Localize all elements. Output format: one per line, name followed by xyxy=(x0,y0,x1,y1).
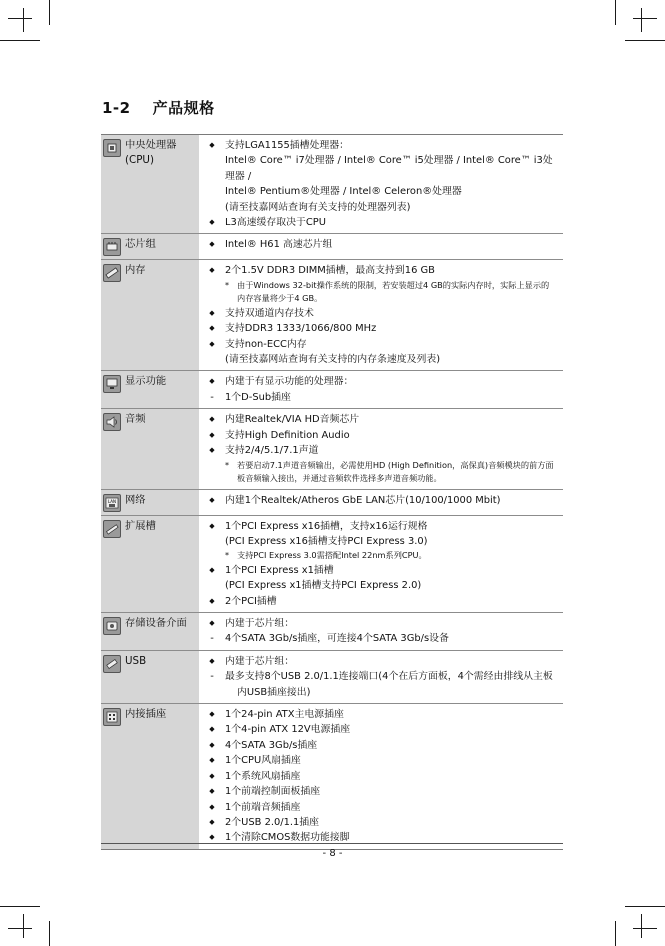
dash-marker: - xyxy=(210,671,214,683)
spec-line xyxy=(199,337,563,352)
spec-text: 1个CPU风扇插座 xyxy=(225,755,301,767)
bullet-icon: ◆ xyxy=(209,377,215,386)
spec-category xyxy=(101,260,199,370)
spec-line xyxy=(199,534,563,549)
spec-line xyxy=(199,722,563,737)
spec-line xyxy=(199,738,563,753)
spec-content xyxy=(199,135,563,233)
spec-line xyxy=(199,631,563,646)
bullet-icon: ◆ xyxy=(209,339,215,348)
spec-category-label: USB xyxy=(125,654,147,667)
memory-icon xyxy=(103,264,121,282)
page-number: - 8 - xyxy=(322,848,343,859)
section-number: 1-2 xyxy=(102,99,131,117)
spec-line xyxy=(199,753,563,768)
spec-text: Intel® Core™ i7处理器 / Intel® Core™ i5处理器 / Intel® Core™ i3处理器 / xyxy=(225,155,553,182)
dash-marker: - xyxy=(210,391,214,403)
lan-icon xyxy=(103,494,121,512)
bullet-icon: ◆ xyxy=(209,725,215,734)
indent-spacer xyxy=(199,578,225,593)
bullet-icon: ◆ xyxy=(209,141,215,149)
spec-line xyxy=(199,707,563,722)
spec-category xyxy=(101,371,199,408)
bullet-icon: ◆ xyxy=(209,787,215,796)
crop-mark xyxy=(641,914,642,938)
spec-note xyxy=(199,279,563,306)
spec-row-lan xyxy=(101,489,563,515)
spec-row-cpu xyxy=(101,135,563,233)
crop-mark xyxy=(615,0,616,25)
crop-mark xyxy=(0,40,40,41)
spec-text: 内建于芯片组： xyxy=(225,618,295,630)
spec-text: 1个清除CMOS数据功能接脚 xyxy=(225,832,350,844)
spec-text: Intel® Pentium®处理器 / Intel® Celeron®处理器 xyxy=(225,186,462,198)
indent-spacer xyxy=(199,352,225,367)
spec-content xyxy=(199,490,563,515)
usb-icon xyxy=(103,655,121,673)
storage-icon xyxy=(103,617,121,635)
spec-text: 1个4-pin ATX 12V电源插座 xyxy=(225,724,351,736)
spec-text: 1个PCI Express x1插槽 xyxy=(225,564,334,576)
spec-category xyxy=(101,704,199,849)
spec-text: 支持High Definition Audio xyxy=(225,429,350,441)
spec-line xyxy=(199,215,563,230)
spec-text: 2个1.5V DDR3 DIMM插槽，最高支持到16 GB xyxy=(225,265,435,277)
connector-icon xyxy=(103,708,121,726)
spec-text: 1个前端音频插座 xyxy=(225,801,301,813)
spec-line xyxy=(199,184,563,199)
indent-spacer xyxy=(199,200,225,215)
bullet-icon: ◆ xyxy=(209,771,215,780)
spec-line xyxy=(199,263,563,278)
spec-row-usb xyxy=(101,650,563,703)
bullet-icon: ◆ xyxy=(209,415,215,424)
spec-line xyxy=(199,594,563,609)
spec-text: 支持PCI Express 3.0需搭配Intel 22nm系列CPU。 xyxy=(237,550,427,561)
spec-line xyxy=(199,769,563,784)
spec-line xyxy=(199,784,563,799)
indent-spacer xyxy=(199,153,225,184)
spec-line xyxy=(199,352,563,367)
spec-text: 1个前端控制面板插座 xyxy=(225,786,321,798)
bullet-icon: ◆ xyxy=(209,324,215,333)
spec-category-label: 中央处理器 xyxy=(125,139,177,151)
spec-line xyxy=(199,428,563,443)
spec-line xyxy=(199,669,563,700)
bullet-icon: ◆ xyxy=(209,430,215,439)
asterisk-marker: * xyxy=(225,280,229,290)
bullet-icon: ◆ xyxy=(209,308,215,317)
spec-category-label: 显示功能 xyxy=(125,375,167,388)
spec-line xyxy=(199,153,563,184)
spec-text: 支持双通道内存技术 xyxy=(225,307,314,319)
crop-mark xyxy=(633,928,657,929)
spec-line xyxy=(199,306,563,321)
spec-category-label: 存储设备介面 xyxy=(125,617,187,630)
asterisk-marker: * xyxy=(225,551,229,561)
bullet-icon: ◆ xyxy=(209,619,215,628)
spec-text: 支持non-ECC内存 xyxy=(225,338,307,350)
spec-text: 1个24-pin ATX主电源插座 xyxy=(225,709,344,721)
spec-category xyxy=(101,613,199,650)
spec-text: 2个USB 2.0/1.1插座 xyxy=(225,816,320,828)
spec-line xyxy=(199,374,563,389)
spec-line xyxy=(199,237,563,252)
spec-text: 支持LGA1155插槽处理器： xyxy=(225,140,350,151)
spec-line xyxy=(199,412,563,427)
spec-text: 4个SATA 3Gb/s插座 xyxy=(225,739,318,751)
spec-category xyxy=(101,234,199,259)
bullet-icon: ◆ xyxy=(209,596,215,605)
spec-text: Intel® H61 高速芯片组 xyxy=(225,239,333,251)
spec-content xyxy=(199,516,563,613)
crop-mark xyxy=(641,8,642,32)
spec-line xyxy=(199,616,563,631)
spec-content xyxy=(199,409,563,488)
bullet-icon: ◆ xyxy=(209,240,215,249)
spec-content xyxy=(199,234,563,259)
dash-marker: - xyxy=(210,633,214,645)
bullet-icon: ◆ xyxy=(209,756,215,765)
spec-line xyxy=(199,815,563,830)
spec-category-label: 音频 xyxy=(125,413,146,426)
bullet-icon: ◆ xyxy=(209,817,215,826)
crop-mark xyxy=(0,906,40,907)
bullet-icon: ◆ xyxy=(209,802,215,811)
bullet-icon: ◆ xyxy=(209,710,215,719)
spec-text: 若要启动7.1声道音频输出，必需使用HD (High Definition，高保真)音频模块的前方面板音频输入接出，并通过音频软件选择多声道音频功能。 xyxy=(237,459,554,483)
spec-text: 内建于芯片组： xyxy=(225,655,295,667)
spec-line xyxy=(199,493,563,508)
spec-line xyxy=(199,578,563,593)
spec-text: 由于Windows 32-bit操作系统的限制，若安装超过4 GB的实际内存时，实际上显示的内存容量将少于4 GB。 xyxy=(237,279,550,304)
display-icon xyxy=(103,375,121,393)
spec-line xyxy=(199,321,563,336)
spec-category xyxy=(101,135,199,233)
spec-text: L3高速缓存取决于CPU xyxy=(225,217,326,229)
spec-line xyxy=(199,654,563,669)
spec-category-label: 内存 xyxy=(125,264,146,277)
spec-text: 1个系统风扇插座 xyxy=(225,770,301,782)
spec-text: 内建于有显示功能的处理器： xyxy=(225,376,354,388)
spec-category-label: (CPU) xyxy=(125,154,154,166)
spec-row-internal-connectors xyxy=(101,703,563,849)
spec-category xyxy=(101,516,199,613)
spec-text: (PCI Express x16插槽支持PCI Express 3.0) xyxy=(225,535,428,547)
spec-text: 支持DDR3 1333/1066/800 MHz xyxy=(225,323,377,335)
spec-row-audio xyxy=(101,408,563,488)
spec-category xyxy=(101,490,199,515)
spec-row-expansion xyxy=(101,515,563,613)
spec-text: (请至技嘉网站查询有关支持的处理器列表) xyxy=(225,201,411,213)
spec-text: 最多支持8个USB 2.0/1.1连接端口(4个在后方面板，4个需经由排线从主板内USB插座接出) xyxy=(225,671,553,698)
spec-content xyxy=(199,371,563,408)
spec-content xyxy=(199,613,563,650)
crop-mark xyxy=(49,0,50,25)
bullet-icon: ◆ xyxy=(209,446,215,455)
crop-mark xyxy=(8,928,32,929)
spec-line xyxy=(199,200,563,215)
bullet-icon: ◆ xyxy=(209,833,215,842)
spec-category-label: 内接插座 xyxy=(125,708,167,721)
bullet-icon: ◆ xyxy=(209,266,215,275)
spec-text: 1个PCI Express x16插槽，支持x16运行规格 xyxy=(225,520,428,532)
svg-text:LAN: LAN xyxy=(107,498,117,504)
spec-row-storage xyxy=(101,612,563,650)
spec-text: 支持2/4/5.1/7.1声道 xyxy=(225,445,319,457)
crop-mark xyxy=(615,921,616,946)
crop-mark xyxy=(625,906,665,907)
spec-category-label: 网络 xyxy=(125,493,146,506)
spec-line xyxy=(199,563,563,578)
spec-table xyxy=(101,134,563,850)
section-heading xyxy=(102,97,215,118)
spec-line xyxy=(199,519,563,534)
spec-content xyxy=(199,260,563,370)
spec-text: (请至技嘉网站查询有关支持的内存条速度及列表) xyxy=(225,354,441,366)
speaker-icon xyxy=(103,413,121,431)
spec-text: 1个D-Sub插座 xyxy=(225,391,291,403)
spec-content xyxy=(199,651,563,703)
spec-text: 4个SATA 3Gb/s插座，可连接4个SATA 3Gb/s设备 xyxy=(225,633,449,645)
spec-text: 内建1个Realtek/Atheros GbE LAN芯片(10/100/1000 Mbit) xyxy=(225,494,501,506)
bullet-icon: ◆ xyxy=(209,521,215,530)
crop-mark xyxy=(23,8,24,32)
bullet-icon: ◆ xyxy=(209,740,215,749)
spec-note xyxy=(199,459,563,486)
footer-rule xyxy=(101,843,563,844)
chipset-icon xyxy=(103,238,121,256)
spec-content xyxy=(199,704,563,849)
spec-row-display xyxy=(101,370,563,408)
bullet-icon: ◆ xyxy=(209,656,215,665)
cpu-icon xyxy=(103,139,121,157)
spec-text: 内建Realtek/VIA HD音频芯片 xyxy=(225,414,360,426)
section-title: 产品规格 xyxy=(152,99,215,117)
spec-text: (PCI Express x1插槽支持PCI Express 2.0) xyxy=(225,580,422,592)
crop-mark xyxy=(625,40,665,41)
spec-note xyxy=(199,549,563,563)
crop-mark xyxy=(49,921,50,946)
spec-text: 2个PCI插槽 xyxy=(225,595,277,607)
spec-row-memory xyxy=(101,259,563,370)
asterisk-marker: * xyxy=(225,460,229,470)
spec-line xyxy=(199,138,563,153)
expansion-icon xyxy=(103,520,121,538)
spec-category-label: 扩展槽 xyxy=(125,519,156,532)
bullet-icon: ◆ xyxy=(209,495,215,504)
crop-mark xyxy=(23,914,24,938)
spec-category xyxy=(101,651,199,703)
spec-category xyxy=(101,409,199,488)
spec-line xyxy=(199,800,563,815)
spec-line xyxy=(199,443,563,458)
bullet-icon: ◆ xyxy=(209,218,215,227)
indent-spacer xyxy=(199,184,225,199)
indent-spacer xyxy=(199,534,225,549)
crop-mark xyxy=(633,18,657,19)
spec-category-label: 芯片组 xyxy=(125,238,156,251)
bullet-icon: ◆ xyxy=(209,565,215,574)
spec-line xyxy=(199,390,563,405)
spec-row-chipset xyxy=(101,233,563,259)
crop-mark xyxy=(8,18,32,19)
